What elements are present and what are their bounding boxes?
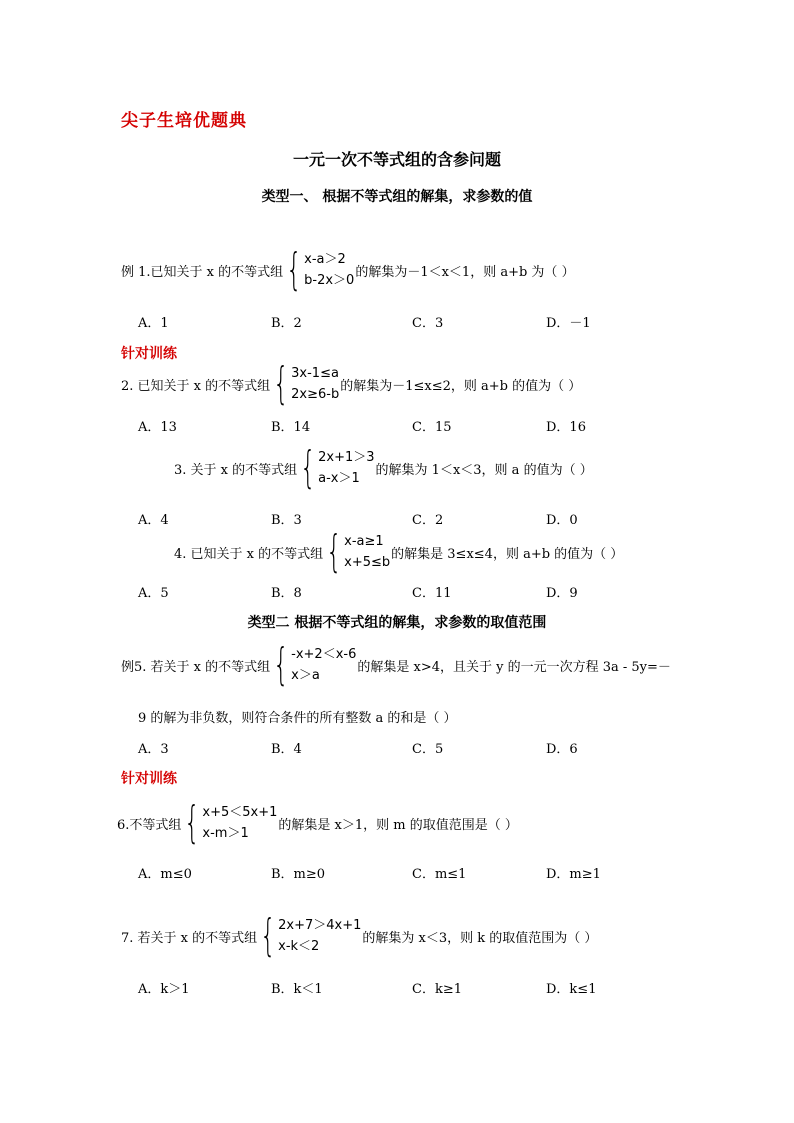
inequality-system: [298, 442, 375, 493]
question-4: [174, 526, 624, 577]
option-c: C．k≥1: [412, 982, 462, 997]
question-7-suffix: 的解集为 x＜3，则 k 的取值范围为（ ）: [362, 930, 598, 946]
option-a: A．13: [138, 420, 177, 435]
inequality-1: 2x+1＞3: [318, 450, 375, 465]
question-6: [117, 797, 518, 848]
inequality-1: 2x+7＞4x+1: [278, 918, 362, 933]
inequality-system: [271, 358, 340, 409]
inequality-system: [182, 797, 278, 848]
option-d: D．0: [546, 513, 578, 528]
question-1: [121, 244, 575, 295]
question-6-prefix: 6.不等式组: [117, 817, 182, 833]
question-2-prefix: 2. 已知关于 x 的不等式组: [121, 378, 271, 394]
brand-heading: 尖子生培优题典: [121, 111, 247, 131]
option-a: A．5: [138, 586, 169, 601]
question-5-prefix: 例5. 若关于 x 的不等式组: [121, 659, 271, 675]
question-7: [121, 910, 598, 961]
inequality-1: x+5＜5x+1: [202, 805, 278, 820]
inequality-2: x-k＜2: [278, 939, 320, 954]
inequality-1: x-a＞2: [304, 252, 346, 267]
question-3: [174, 442, 593, 493]
question-2-suffix: 的解集为－1≤x≤2，则 a+b 的值为（ ）: [340, 378, 582, 394]
option-c: C．5: [412, 742, 444, 757]
left-brace-icon: {: [260, 910, 276, 961]
option-a: A．1: [138, 316, 169, 331]
question-5: [121, 639, 671, 690]
option-b: B．2: [271, 316, 302, 331]
option-c: C．15: [412, 420, 452, 435]
option-d: D．k≤1: [546, 982, 597, 997]
question-1-prefix: 例 1.已知关于 x 的不等式组: [121, 264, 284, 280]
option-d: D．m≥1: [546, 867, 601, 882]
option-b: B．m≥0: [271, 867, 326, 882]
option-c: C．2: [412, 513, 444, 528]
left-brace-icon: {: [273, 639, 289, 690]
document-title: 一元一次不等式组的含参问题: [292, 150, 501, 169]
question-6-suffix: 的解集是 x＞1，则 m 的取值范围是（ ）: [278, 817, 518, 833]
section-heading-type1: 类型一、 根据不等式组的解集，求参数的值: [261, 189, 533, 205]
option-d: D．9: [546, 586, 578, 601]
option-b: B．8: [271, 586, 302, 601]
inequality-2: b-2x＞0: [304, 273, 355, 288]
left-brace-icon: {: [184, 797, 201, 848]
inequality-1: x-a≥1: [344, 534, 384, 549]
option-a: A．k＞1: [138, 982, 190, 997]
question-3-prefix: 3. 关于 x 的不等式组: [174, 462, 298, 478]
inequality-2: x+5≤b: [344, 555, 391, 570]
question-7-prefix: 7. 若关于 x 的不等式组: [121, 930, 258, 946]
option-d: D．16: [546, 420, 586, 435]
inequality-2: x＞a: [291, 668, 320, 683]
training-label: 针对训练: [121, 346, 177, 362]
training-label: 针对训练: [121, 771, 177, 787]
question-5-suffix: 的解集是 x>4，且关于 y 的一元一次方程 3a - 5y=－: [357, 659, 671, 675]
question-3-suffix: 的解集为 1＜x＜3，则 a 的值为（ ）: [375, 462, 593, 478]
option-b: B．4: [271, 742, 302, 757]
left-brace-icon: {: [326, 526, 342, 577]
inequality-2: a-x＞1: [318, 471, 360, 486]
inequality-1: 3x-1≤a: [291, 366, 339, 381]
option-a: A．m≤0: [138, 867, 192, 882]
option-c: C．11: [412, 586, 452, 601]
inequality-system: [271, 639, 357, 690]
inequality-1: -x+2＜x-6: [291, 647, 357, 662]
question-5-line2: 9 的解为非负数，则符合条件的所有整数 a 的和是（ ）: [138, 711, 457, 726]
section-heading-type2: 类型二 根据不等式组的解集，求参数的取值范围: [247, 615, 547, 631]
question-2: [121, 358, 582, 409]
option-b: B．14: [271, 420, 311, 435]
question-4-prefix: 4. 已知关于 x 的不等式组: [174, 546, 324, 562]
left-brace-icon: {: [273, 358, 289, 409]
question-1-suffix: 的解集为－1＜x＜1，则 a+b 为（ ）: [355, 264, 575, 280]
inequality-system: [284, 244, 355, 295]
inequality-2: x-m＞1: [202, 826, 249, 841]
left-brace-icon: {: [286, 244, 302, 295]
option-a: A．4: [138, 513, 169, 528]
inequality-system: [324, 526, 391, 577]
option-b: B．k＜1: [271, 982, 323, 997]
option-b: B．3: [271, 513, 302, 528]
option-d: D．6: [546, 742, 578, 757]
inequality-2: 2x≥6-b: [291, 387, 340, 402]
inequality-system: [258, 910, 362, 961]
left-brace-icon: {: [300, 442, 316, 493]
option-c: C．3: [412, 316, 444, 331]
option-a: A．3: [138, 742, 169, 757]
option-d: D．－1: [546, 316, 591, 331]
option-c: C．m≤1: [412, 867, 467, 882]
question-4-suffix: 的解集是 3≤x≤4，则 a+b 的值为（ ）: [391, 546, 624, 562]
